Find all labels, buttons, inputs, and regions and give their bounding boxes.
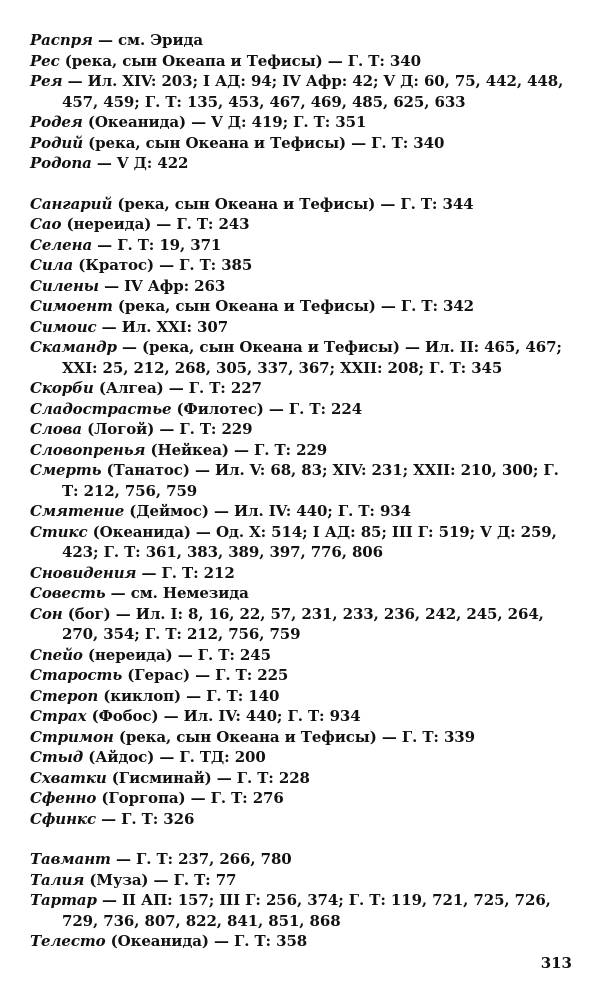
entry-references: (река, сын Океана и Тефисы) — Г. Т: 340 — [83, 133, 445, 152]
entry-references: (Гисминай) — Г. Т: 228 — [106, 768, 310, 787]
index-entry — [30, 235, 578, 256]
index-entry — [30, 337, 578, 378]
entry-headword: Словопренья — [30, 440, 146, 459]
entry-references: — Г. Т: 326 — [96, 809, 195, 828]
entry-references: — Ил. XIV: 203; I АД: 94; IV Афр: 42; V Д: 60, 75, 442, 448, 457, 459; Г. Т: 135, 453, 467, 469, 485, 625, 633 — [62, 72, 564, 111]
entry-headword: Тавмант — [30, 850, 111, 868]
entry-references: (Кратос) — Г. Т: 385 — [73, 256, 253, 274]
entry-references: (Алгеа) — Г. Т: 227 — [93, 379, 262, 397]
entry-headword: Сон — [30, 604, 63, 623]
index-entry — [30, 747, 578, 768]
entry-headword: Скорби — [30, 379, 94, 397]
entry-references: (Айдос) — Г. ТД: 200 — [83, 748, 266, 766]
index-entry — [30, 71, 578, 112]
entry-references: (Деймос) — Ил. IV: 440; Г. Т: 934 — [124, 502, 411, 520]
entry-references: (нереида) — Г. Т: 245 — [82, 645, 271, 664]
index-entry — [30, 276, 578, 297]
entry-references: (Океанида) — V Д: 419; Г. Т: 351 — [82, 113, 367, 131]
entry-references: — II АП: 157; III Г: 256, 374; Г. Т: 119, 721, 725, 726, 729, 736, 807, 822, 841, 851, 868 — [62, 891, 551, 930]
entry-references: — V Д: 422 — [91, 154, 189, 172]
entry-headword: Сладострастье — [30, 399, 172, 418]
entry-references: (Океанида) — Г. Т: 358 — [105, 932, 308, 950]
entry-headword: Сао — [30, 215, 62, 233]
index-entry — [30, 809, 578, 830]
index-entry — [30, 460, 578, 501]
index-entry — [30, 153, 578, 174]
entry-references: (Фобос) — Ил. IV: 440; Г. Т: 934 — [86, 707, 361, 725]
section-gap — [30, 829, 578, 849]
index-entry — [30, 931, 578, 952]
index-entry — [30, 30, 578, 51]
entry-headword: Старость — [30, 666, 123, 684]
index-entry — [30, 296, 578, 317]
index-entry — [30, 440, 578, 461]
entry-references: — Г. Т: 19, 371 — [92, 235, 222, 254]
entry-headword: Родея — [30, 113, 83, 131]
entry-references: (Нейкеа) — Г. Т: 229 — [145, 440, 328, 459]
entry-headword: Распря — [30, 31, 93, 49]
section-gap — [30, 174, 578, 194]
index-entry — [30, 112, 578, 133]
index-entry — [30, 727, 578, 748]
entry-headword: Симоис — [30, 317, 97, 336]
entry-references: — (река, сын Океана и Тефисы) — Ил. II: 465, 467; XXI: 25, 212, 268, 305, 337, 367; XXII: 208; Г. Т: 345 — [62, 338, 562, 377]
index-entry — [30, 317, 578, 338]
index-entry — [30, 870, 578, 891]
entry-headword: Сангарий — [30, 194, 113, 213]
entry-headword: Сила — [30, 256, 74, 274]
entry-references: (река, сын Океана и Тефисы) — Г. Т: 339 — [113, 727, 475, 746]
entry-headword: Рея — [30, 72, 63, 90]
index-entry — [30, 522, 578, 563]
entry-headword: Сфенно — [30, 789, 97, 807]
entry-headword: Силены — [30, 276, 99, 295]
entry-references: (Танатос) — Ил. V: 68, 83; XIV: 231; XXII: 210, 300; Г. Т: 212, 756, 759 — [62, 461, 559, 500]
index-entry — [30, 849, 578, 870]
index-entry — [30, 788, 578, 809]
entry-references: — см. Немезида — [105, 584, 249, 602]
entry-references: — см. Эрида — [92, 31, 203, 49]
index-entry — [30, 214, 578, 235]
entry-references: — Ил. XXI: 307 — [96, 317, 229, 336]
entry-headword: Стероп — [30, 686, 99, 705]
entry-headword: Смятение — [30, 502, 125, 520]
entry-references: (бог) — Ил. I: 8, 16, 22, 57, 231, 233, 236, 242, 245, 264, 270, 354; Г. Т: 212, 756, 759 — [62, 604, 544, 643]
entry-references: (река, сын Океапа и Тефисы) — Г. Т: 340 — [59, 51, 421, 70]
entry-headword: Стыд — [30, 748, 84, 766]
entry-headword: Родопа — [30, 154, 92, 172]
index-entry — [30, 604, 578, 645]
index-entry — [30, 890, 578, 931]
entry-headword: Скамандр — [30, 338, 117, 356]
entry-headword: Слова — [30, 420, 82, 438]
entry-headword: Селена — [30, 235, 93, 254]
index-entry — [30, 768, 578, 789]
index-entry — [30, 501, 578, 522]
index-entry — [30, 133, 578, 154]
index-entry — [30, 706, 578, 727]
index-entry — [30, 194, 578, 215]
entry-headword: Телесто — [30, 932, 106, 950]
entry-headword: Смерть — [30, 461, 102, 479]
entry-references: (киклоп) — Г. Т: 140 — [98, 686, 280, 705]
entry-references: (Океанида) — Од. X: 514; I АД: 85; III Г: 519; V Д: 259, 423; Г. Т: 361, 383, 389, 397, 776, 806 — [62, 522, 557, 561]
entry-references: (нереида) — Г. Т: 243 — [61, 215, 250, 233]
entry-references: (Горгопа) — Г. Т: 276 — [96, 789, 284, 807]
entry-headword: Родий — [30, 133, 84, 152]
entry-references: — IV Афр: 263 — [98, 276, 226, 295]
entry-references: (река, сын Океана и Тефисы) — Г. Т: 342 — [112, 297, 475, 315]
index-entry — [30, 255, 578, 276]
entry-references: (Муза) — Г. Т: 77 — [84, 870, 237, 889]
index-entry — [30, 419, 578, 440]
index-entry — [30, 563, 578, 584]
entry-headword: Стикс — [30, 522, 88, 541]
entry-references: (река, сын Океана и Тефисы) — Г. Т: 344 — [112, 194, 474, 213]
entry-headword: Сфинкс — [30, 809, 96, 828]
entry-references: (Филотес) — Г. Т: 224 — [171, 399, 363, 418]
index-entry — [30, 51, 578, 72]
entry-references: (Логой) — Г. Т: 229 — [82, 420, 253, 438]
index-entry — [30, 665, 578, 686]
index-entry — [30, 378, 578, 399]
entry-headword: Стримон — [30, 727, 114, 746]
entry-headword: Рес — [30, 51, 60, 70]
index-page — [30, 30, 578, 952]
entry-headword: Страх — [30, 707, 87, 725]
entry-references: (Герас) — Г. Т: 225 — [122, 666, 289, 684]
entry-headword: Спейо — [30, 645, 83, 664]
entry-headword: Совесть — [30, 584, 106, 602]
entry-references: — Г. Т: 237, 266, 780 — [110, 850, 292, 868]
index-entry — [30, 645, 578, 666]
entry-references: — Г. Т: 212 — [136, 563, 235, 582]
entry-headword: Талия — [30, 870, 85, 889]
index-entry — [30, 686, 578, 707]
entry-headword: Тартар — [30, 891, 97, 909]
entry-headword: Симоент — [30, 297, 113, 315]
page-number: 313 — [540, 954, 572, 972]
entry-headword: Сновидения — [30, 563, 137, 582]
index-entry — [30, 399, 578, 420]
entry-headword: Схватки — [30, 768, 107, 787]
index-entry — [30, 583, 578, 604]
